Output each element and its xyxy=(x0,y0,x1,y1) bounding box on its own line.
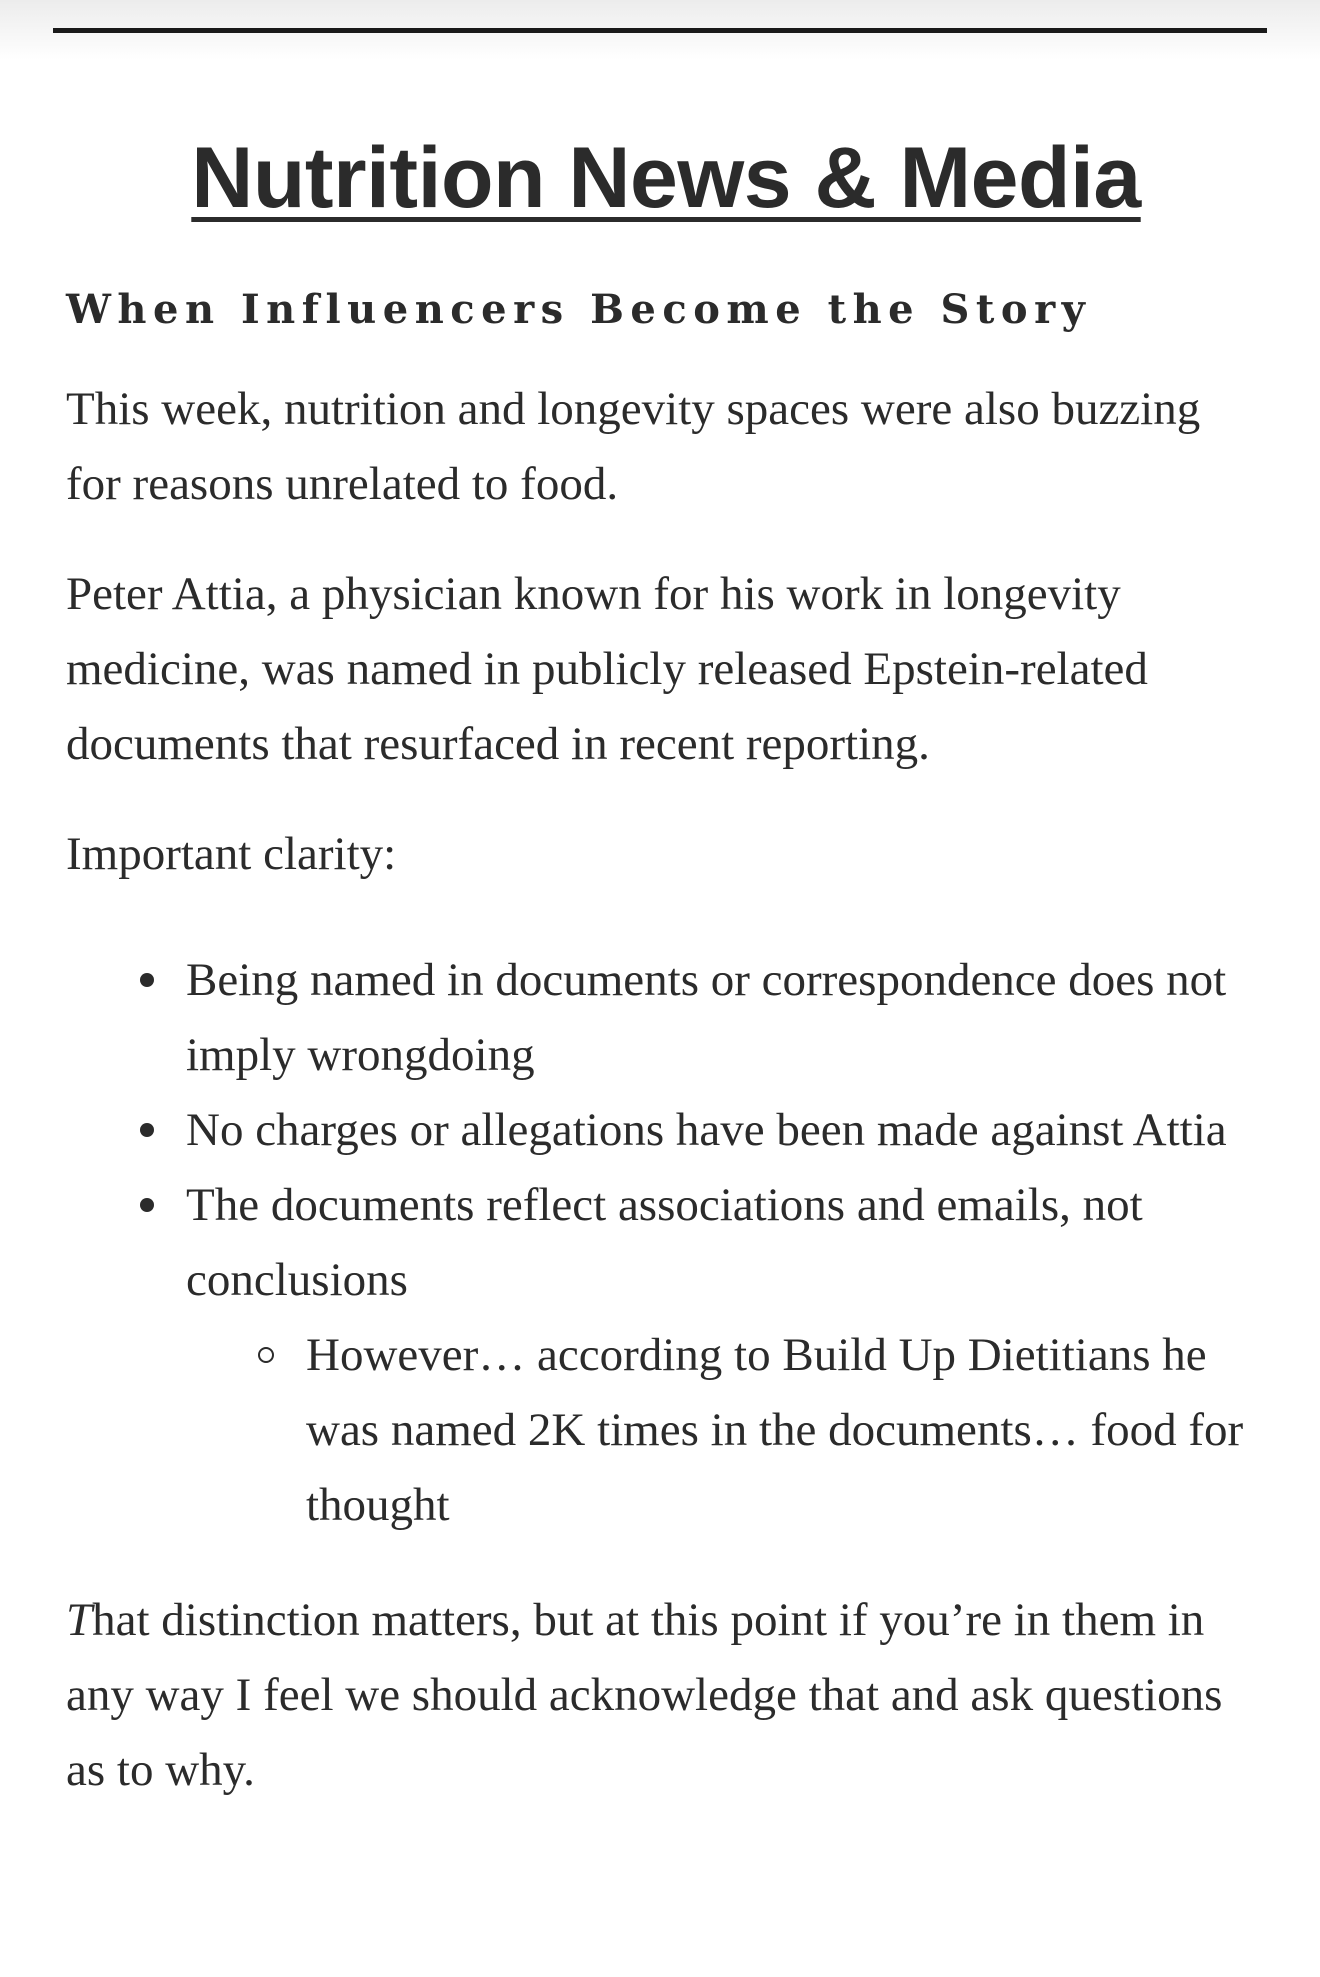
page-title: Nutrition News & Media xyxy=(191,130,1141,226)
section-heading: When Influencers Become the Story xyxy=(66,286,1092,333)
list-item-text: No charges or allegations have been made against Attia xyxy=(186,1104,1227,1156)
bullet-dot-icon xyxy=(140,973,154,987)
paragraph-intro: This week, nutrition and longevity spaces were also buzzing for reasons unrelated to food. xyxy=(66,383,1201,510)
list-item xyxy=(66,1168,1266,1543)
article-body xyxy=(66,128,1266,1808)
top-divider xyxy=(53,28,1267,33)
hollow-bullet-icon xyxy=(258,1347,274,1363)
list-item-text: The documents reflect associations and emails, not conclusions xyxy=(186,1179,1143,1306)
closing-text: hat distinction matters, but at this point if you’re in them in any way I feel we should acknowledge that and ask questions as to why. xyxy=(66,1594,1223,1796)
closing-italic-letter: T xyxy=(66,1594,93,1646)
bullet-dot-icon xyxy=(140,1198,154,1212)
list-item-text: Being named in documents or correspondence does not imply wrongdoing xyxy=(186,954,1227,1081)
paragraph-attia: Peter Attia, a physician known for his work in longevity medicine, was named in publicly released Epstein-related documents that resurfaced in recent reporting. xyxy=(66,568,1148,770)
paragraph-closing xyxy=(66,1583,1266,1808)
clarity-list xyxy=(66,943,1266,1543)
sub-list xyxy=(186,1318,1266,1543)
paragraph-clarity-label: Important clarity: xyxy=(66,828,397,880)
bullet-dot-icon xyxy=(140,1123,154,1137)
sub-list-item xyxy=(186,1318,1266,1543)
list-item xyxy=(66,943,1266,1093)
list-item xyxy=(66,1093,1266,1168)
sub-list-item-text: However… according to Build Up Dietitians he was named 2K times in the documents… food for thought xyxy=(306,1329,1244,1531)
